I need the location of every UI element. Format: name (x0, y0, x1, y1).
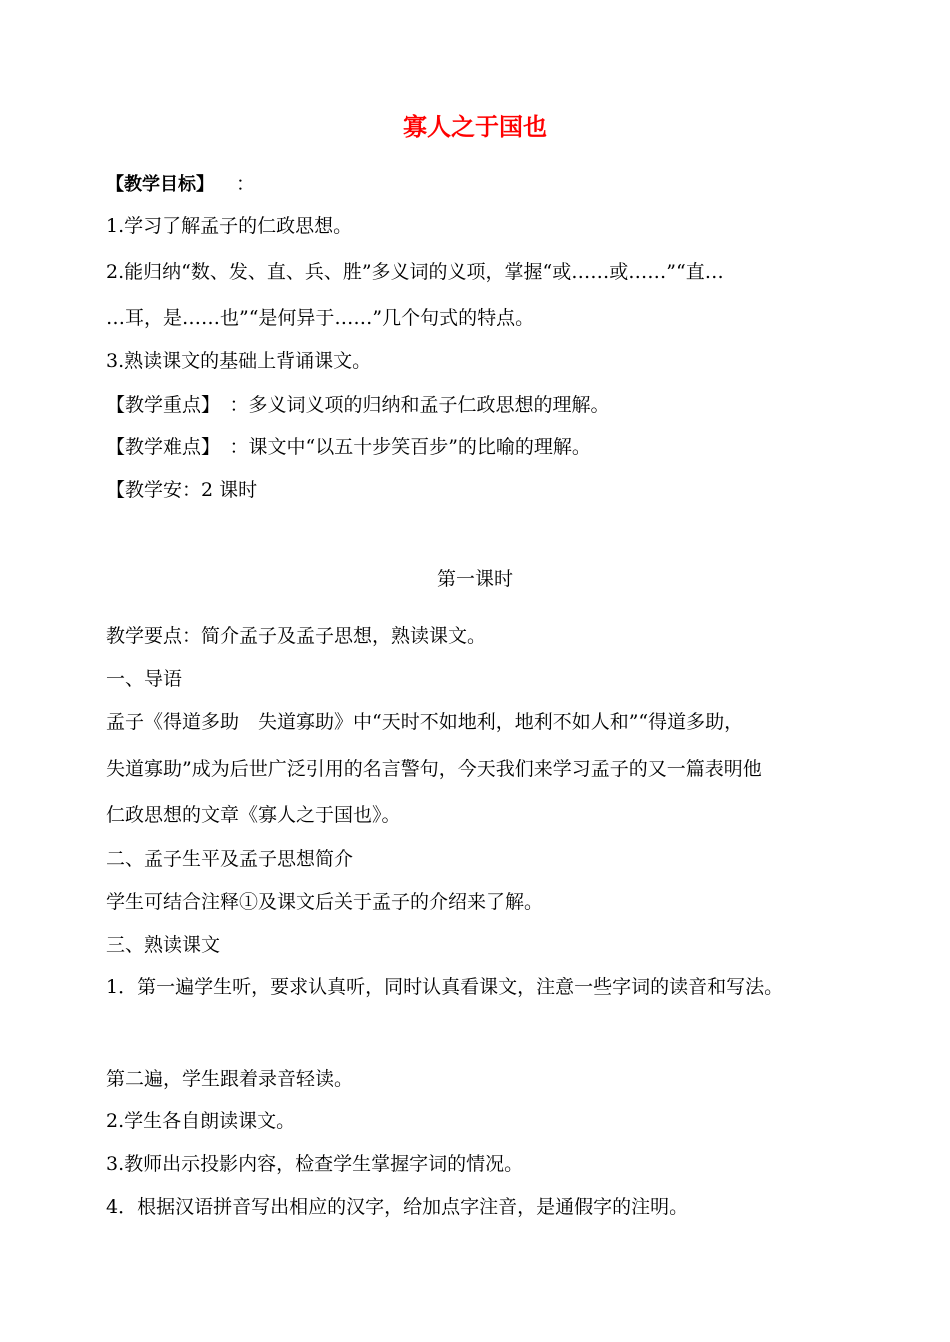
section-1-heading: 一、导语 (106, 668, 183, 690)
lesson-heading: 第一课时 (436, 568, 513, 590)
objective-1: 1.学习了解孟子的仁政思想。 (106, 215, 353, 237)
objectives-colon: ： (236, 173, 256, 195)
key-points: 【教学重点】 ：多义词义项的归纳和孟子仁政思想的理解。 (106, 394, 610, 416)
objectives-label: 【教学目标】 (106, 174, 214, 195)
step-1b: 第二遍，学生跟着录音轻读。 (106, 1068, 354, 1090)
objectives-heading (106, 171, 255, 198)
section-3-heading: 三、熟读课文 (106, 934, 221, 956)
schedule: 【教学安：2 课时 (106, 479, 258, 501)
intro-line-2: 失道寡助”成为后世广泛引用的名言警句，今天我们来学习孟子的又一篇表明他 (106, 758, 762, 780)
objective-2-line-1: 2.能归纳“数、发、直、兵、胜”多义词的义项，掌握“或……或……”“直… (106, 261, 724, 283)
step-2: 2.学生各自朗读课文。 (106, 1110, 296, 1132)
section-2-heading: 二、孟子生平及孟子思想简介 (106, 848, 354, 870)
document-title: 寡人之于国也 (403, 113, 547, 141)
lesson-points: 教学要点：简介孟子及孟子思想，熟读课文。 (106, 625, 487, 647)
difficulties: 【教学难点】 ：课文中“以五十步笑百步”的比喻的理解。 (106, 436, 591, 458)
objective-2-line-2: …耳，是……也”“是何异于……”几个句式的特点。 (106, 307, 535, 329)
step-4: 4．根据汉语拼音写出相应的汉字，给加点字注音，是通假字的注明。 (106, 1196, 689, 1218)
intro-line-1: 孟子《得道多助 失道寡助》中“天时不如地利，地利不如人和”“得道多助， (106, 711, 744, 733)
intro-line-3: 仁政思想的文章《寡人之于国也》。 (106, 804, 401, 826)
section-2-text: 学生可结合注释①及课文后关于孟子的介绍来了解。 (106, 891, 544, 913)
step-3: 3.教师出示投影内容，检查学生掌握字词的情况。 (106, 1153, 524, 1175)
step-1: 1．第一遍学生听，要求认真听，同时认真看课文，注意一些字词的读音和写法。 (106, 976, 784, 998)
objective-3: 3.熟读课文的基础上背诵课文。 (106, 350, 372, 372)
